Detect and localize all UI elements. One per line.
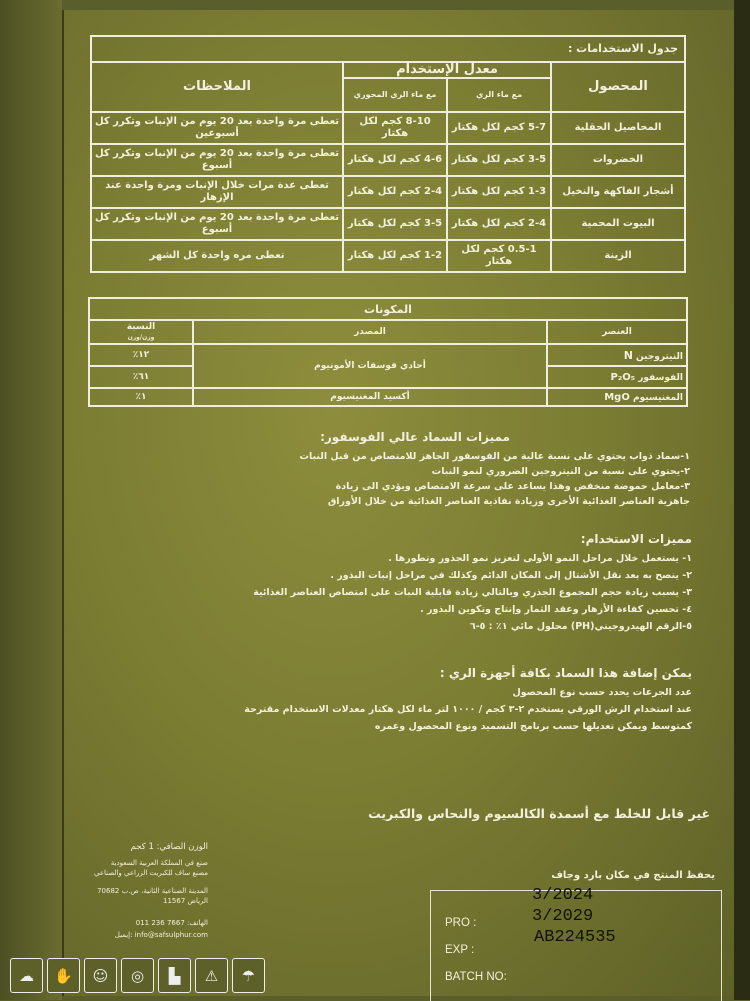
table-row bbox=[91, 112, 685, 144]
element-name: الفوسفور bbox=[638, 372, 683, 383]
goggles-icon: ◎ bbox=[121, 958, 154, 993]
cell-element bbox=[547, 388, 687, 406]
producer: مصنع ساف للكبريت الزراعي والصناعي bbox=[94, 869, 208, 877]
cell-irrigation: 3-5 كجم لكل هكتار bbox=[447, 144, 551, 176]
col-product: المحصول bbox=[551, 62, 685, 112]
irrigation-line: عدد الجرعات يحدد حسب نوع المحصول bbox=[512, 687, 692, 698]
cell-irrigation: 0.5-1 كجم لكل هكتار bbox=[447, 240, 551, 272]
table-row bbox=[91, 176, 685, 208]
cell-product: الخضروات bbox=[551, 144, 685, 176]
cell-ratio: ١٪ bbox=[89, 388, 193, 406]
safety-icons bbox=[10, 958, 265, 993]
batch-value: AB224535 bbox=[534, 928, 616, 947]
net-weight: الوزن الصافي: 1 كجم bbox=[130, 842, 208, 852]
table-row bbox=[89, 388, 687, 406]
cell-irrigation: 2-4 كجم لكل هكتار bbox=[447, 208, 551, 240]
email: info@safsulphur.com :إيميل bbox=[114, 931, 208, 939]
element-name: المغنيسيوم bbox=[633, 392, 683, 403]
boots-icon: ▙ bbox=[158, 958, 191, 993]
usage-table-title: جدول الاستخدامات : bbox=[91, 36, 685, 62]
col-pivot: مع ماء الري المحوري bbox=[343, 78, 447, 112]
right-edge bbox=[734, 0, 750, 1000]
col-ratio-label: النسبة bbox=[126, 322, 156, 332]
cell-pivot: 1-2 كجم لكل هكتار bbox=[343, 240, 447, 272]
benefit-line: ٢- ينصح به بعد نقل الأشتال إلى المكان الدائم وكذلك في مراحل إنبات البذور . bbox=[330, 570, 692, 581]
cell-pivot: 3-5 كجم لكل هكتار bbox=[343, 208, 447, 240]
element-name: النيتروجين bbox=[636, 351, 683, 362]
batch-label: BATCH NO: bbox=[445, 971, 507, 983]
feature-line: ٣-معامل حموضة منخفض وهذا يساعد على سرعة الامتصاص ويؤدي الى زيادة bbox=[335, 481, 690, 492]
col-ratio bbox=[89, 320, 193, 344]
cell-notes: تعطى مرة واحدة بعد 20 يوم من الإنبات وتكرر كل أسبوع bbox=[91, 144, 343, 176]
made-in: صنع في المملكة العربية السعودية bbox=[110, 859, 208, 867]
exp-label: EXP : bbox=[445, 944, 475, 956]
col-source: المصدر bbox=[193, 320, 547, 344]
col-ratio-sub: وزن/وزن bbox=[127, 334, 155, 341]
pro-label: PRO : bbox=[445, 917, 477, 929]
composition-title: المكونات bbox=[89, 298, 687, 320]
cell-notes: تعطى مرة واحدة بعد 20 يوم من الإنبات وتكرر كل أسبوعين bbox=[91, 112, 343, 144]
col-rate: معدل الإستخدام bbox=[343, 62, 551, 78]
cell-source: أحادي فوسفات الأمونيوم bbox=[193, 344, 547, 388]
cell-irrigation: 1-3 كجم لكل هكتار bbox=[447, 176, 551, 208]
storage-note: يحفظ المنتج في مكان بارد وجاف bbox=[551, 870, 715, 881]
cell-source: أكسيد المغنيسيوم bbox=[193, 388, 547, 406]
benefit-line: ١- يستعمل خلال مراحل النمو الأولى لتعزيز نمو الجذور وتطورها . bbox=[388, 553, 692, 564]
col-irrigation: مع ماء الري bbox=[447, 78, 551, 112]
feature-line: ١-سماد ذواب يحتوي على نسبة عالية من الفوسفور الجاهز للامتصاص من قبل النبات bbox=[299, 451, 690, 462]
element-symbol: P₂O₅ bbox=[610, 371, 636, 383]
cell-element bbox=[547, 344, 687, 366]
feature-line: جاهزية العناصر الغذائية الأخرى وزيادة نفاذية العناصر الغذائية من خلال الأوراق bbox=[327, 496, 690, 507]
pro-value: 3/2024 bbox=[532, 886, 594, 905]
cell-notes: تعطى مره واحدة كل الشهر bbox=[91, 240, 343, 272]
cell-element bbox=[547, 366, 687, 388]
benefit-line: ٣- يسبب زيادة حجم المجموع الجذري وبالتالي زيادة قابلية النبات على امتصاص العناصر الغذائية bbox=[253, 587, 692, 598]
cell-product: أشجار الفاكهة والنخيل bbox=[551, 176, 685, 208]
table-row bbox=[91, 144, 685, 176]
cell-pivot: 2-4 كجم لكل هكتار bbox=[343, 176, 447, 208]
irrigation-title: يمكن إضافة هذا السماد بكافة أجهزة الري : bbox=[439, 666, 692, 680]
mask-icon: ☁ bbox=[10, 958, 43, 993]
element-symbol: N bbox=[623, 348, 633, 362]
feature-line: ٢-يحتوي على نسبة من النيتروجين الضروري لنمو النبات bbox=[431, 466, 690, 477]
benefit-line: ٤- تحسين كفاءة الأزهار وعقد الثمار وإنتاج وتكوين البذور . bbox=[420, 604, 692, 615]
cell-product: البيوت المحمية bbox=[551, 208, 685, 240]
face-shield-icon: ☺ bbox=[84, 958, 117, 993]
col-element: العنصر bbox=[547, 320, 687, 344]
table-row bbox=[89, 344, 687, 366]
exp-value: 3/2029 bbox=[532, 907, 594, 926]
irrigation-line: كمتوسط ويمكن تعديلها حسب برنامج التسميد ونوع المحصول وعمره bbox=[374, 721, 692, 732]
col-notes: الملاحظات bbox=[91, 62, 343, 112]
element-symbol: MgO bbox=[604, 391, 630, 403]
cell-product: الزينة bbox=[551, 240, 685, 272]
cell-notes: تعطى مرة واحدة بعد 20 يوم من الإنبات وتكرر كل أسبوع bbox=[91, 208, 343, 240]
irrigation-line: عند استخدام الرش الورقي يستخدم ٢-٣ كجم / ١٠٠٠ لتر ماء لكل هكتار معدلات الاستخدام مقترحة bbox=[244, 704, 692, 715]
cell-pivot: 8-10 كجم لكل هكتار bbox=[343, 112, 447, 144]
phone: الهاتف: 7667 236 011 bbox=[135, 919, 208, 927]
cell-product: المحاصيل الحقلية bbox=[551, 112, 685, 144]
benefit-line: ٥-الرقم الهيدروجيني(PH) محلول مائي ١٪ : ٥-٦ bbox=[469, 621, 692, 632]
table-row bbox=[91, 240, 685, 272]
benefits-title: مميزات الاستخدام: bbox=[580, 532, 692, 546]
usage-table bbox=[90, 35, 686, 273]
keep-away-children-icon: ⚠ bbox=[195, 958, 228, 993]
cell-ratio: ١٢٪ bbox=[89, 344, 193, 366]
table-row bbox=[91, 208, 685, 240]
address: المدينة الصناعية الثانية، ص.ب 70682 الرياض 11567 bbox=[97, 887, 208, 905]
composition-table bbox=[88, 297, 688, 407]
wash-hands-icon: ☂ bbox=[232, 958, 265, 993]
mixing-warning: غير قابل للخلط مع أسمدة الكالسيوم والنحاس والكبريت bbox=[368, 806, 710, 821]
cell-irrigation: 5-7 كجم لكل هكتار bbox=[447, 112, 551, 144]
cell-ratio: ٦١٪ bbox=[89, 366, 193, 388]
cell-notes: تعطى عدة مرات خلال الإنبات ومرة واحدة عند الإزهار bbox=[91, 176, 343, 208]
cell-pivot: 4-6 كجم لكل هكتار bbox=[343, 144, 447, 176]
gloves-icon: ✋ bbox=[47, 958, 80, 993]
left-background bbox=[0, 0, 62, 1000]
features-title: مميزات السماد عالي الفوسفور: bbox=[320, 430, 510, 444]
